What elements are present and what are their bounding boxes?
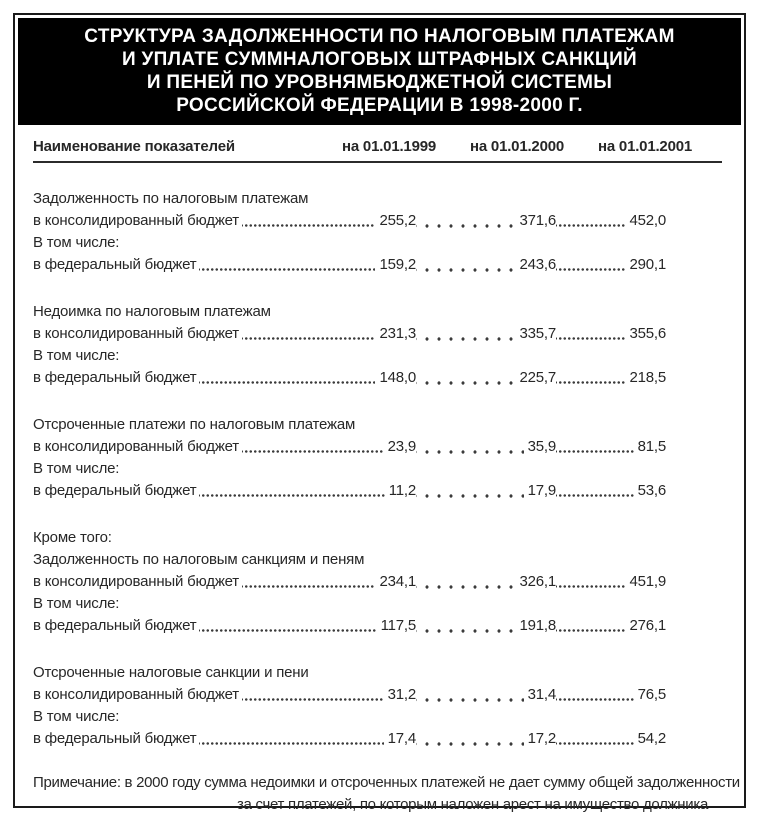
dot-leader xyxy=(556,684,666,706)
title-banner xyxy=(18,18,741,125)
dot-leader xyxy=(556,323,666,345)
dot-leader xyxy=(242,684,416,706)
value-1999: 231,3 xyxy=(375,325,416,342)
value-2000: 326,1 xyxy=(515,573,556,590)
table-block-sanctions-debt xyxy=(33,527,722,637)
value-1999: 234,1 xyxy=(375,573,416,590)
dot-leader xyxy=(416,367,556,389)
table-row xyxy=(33,571,722,593)
dot-leader xyxy=(416,684,556,706)
sub-heading: В том числе: xyxy=(33,234,120,251)
value-1999: 23,9 xyxy=(384,438,416,455)
dot-leader xyxy=(416,615,556,637)
value-2000: 17,2 xyxy=(524,730,556,747)
group-heading: Недоимка по налоговым платежам xyxy=(33,303,271,320)
value-1999: 17,4 xyxy=(384,730,416,747)
value-2001: 276,1 xyxy=(625,617,666,634)
row-label: в федеральный бюджет xyxy=(33,730,197,747)
group-heading: Кроме того: xyxy=(33,529,112,546)
group-heading: Задолженность по налоговым санкциям и пеням xyxy=(33,551,365,568)
title-line-2: И УПЛАТЕ СУММНАЛОГОВЫХ ШТРАФНЫХ САНКЦИЙ xyxy=(122,49,637,70)
dot-leader xyxy=(199,728,416,750)
dot-leader xyxy=(416,254,556,276)
dot-leader xyxy=(242,571,416,593)
table-row xyxy=(33,210,722,232)
sub-heading: В том числе: xyxy=(33,460,120,477)
dot-leader xyxy=(556,615,666,637)
footnote-line-1: Примечание: в 2000 году сумма недоимки и отсроченных платежей не дает сумму общей задолженности xyxy=(33,774,740,791)
table-row xyxy=(33,254,722,276)
table-row xyxy=(33,480,722,502)
value-2000: 35,9 xyxy=(524,438,556,455)
title-line-4: РОССИЙСКОЙ ФЕДЕРАЦИИ В 1998-2000 Г. xyxy=(176,95,583,116)
row-label: в консолидированный бюджет xyxy=(33,438,239,455)
table-row xyxy=(33,684,722,706)
group-heading: Задолженность по налоговым платежам xyxy=(33,190,309,207)
dot-leader xyxy=(416,480,556,502)
document-frame xyxy=(13,13,746,813)
value-2001: 81,5 xyxy=(634,438,666,455)
value-1999: 255,2 xyxy=(375,212,416,229)
value-1999: 159,2 xyxy=(375,256,416,273)
group-heading: Отсроченные платежи по налоговым платежам xyxy=(33,416,356,433)
dot-leader xyxy=(556,367,666,389)
value-2000: 17,9 xyxy=(524,482,556,499)
table-block-arrears xyxy=(33,301,722,389)
value-2000: 225,7 xyxy=(515,369,556,386)
table-row xyxy=(33,367,722,389)
dot-leader xyxy=(199,367,416,389)
dot-leader xyxy=(416,436,556,458)
value-2001: 53,6 xyxy=(634,482,666,499)
dot-leader xyxy=(199,254,416,276)
dot-leader xyxy=(556,436,666,458)
value-1999: 11,2 xyxy=(385,482,416,499)
dot-leader xyxy=(556,254,666,276)
value-2000: 335,7 xyxy=(515,325,556,342)
dot-leader xyxy=(242,436,416,458)
dot-leader xyxy=(242,323,416,345)
table-header-row xyxy=(33,138,722,163)
row-label: в консолидированный бюджет xyxy=(33,212,239,229)
value-2001: 218,5 xyxy=(625,369,666,386)
value-2001: 452,0 xyxy=(625,212,666,229)
value-2000: 31,4 xyxy=(524,686,556,703)
footnote xyxy=(33,772,740,816)
row-label: в федеральный бюджет xyxy=(33,256,197,273)
column-header-1999: на 01.01.1999 xyxy=(341,138,436,155)
dot-leader xyxy=(199,615,416,637)
dot-leader xyxy=(556,571,666,593)
sub-heading: В том числе: xyxy=(33,347,120,364)
column-header-2001: на 01.01.2001 xyxy=(597,138,692,155)
footnote-line-2: за счет платежей, по которым наложен арест на имущество должника xyxy=(236,796,708,813)
value-2000: 191,8 xyxy=(515,617,556,634)
value-2000: 371,6 xyxy=(515,212,556,229)
title-line-3: И ПЕНЕЙ ПО УРОВНЯМБЮДЖЕТНОЙ СИСТЕМЫ xyxy=(146,72,613,93)
dot-leader xyxy=(199,480,416,502)
table-block-tax-debt xyxy=(33,188,722,276)
value-2001: 76,5 xyxy=(634,686,666,703)
table-row xyxy=(33,615,722,637)
dot-leader xyxy=(416,571,556,593)
table-row xyxy=(33,728,722,750)
dot-leader xyxy=(242,210,416,232)
value-2001: 355,6 xyxy=(625,325,666,342)
dot-leader xyxy=(416,210,556,232)
value-2001: 451,9 xyxy=(625,573,666,590)
table-block-deferred-sanctions xyxy=(33,662,722,750)
value-1999: 117,5 xyxy=(377,617,416,634)
row-label: в федеральный бюджет xyxy=(33,482,197,499)
value-1999: 31,2 xyxy=(384,686,416,703)
column-header-2000: на 01.01.2000 xyxy=(469,138,564,155)
row-label: в консолидированный бюджет xyxy=(33,325,239,342)
value-2001: 290,1 xyxy=(625,256,666,273)
table-row xyxy=(33,436,722,458)
row-label: в консолидированный бюджет xyxy=(33,573,239,590)
table-row xyxy=(33,323,722,345)
title-line-1: СТРУКТУРА ЗАДОЛЖЕННОСТИ ПО НАЛОГОВЫМ ПЛАТЕЖАМ xyxy=(84,26,675,47)
table-block-deferred-payments xyxy=(33,414,722,502)
value-2000: 243,6 xyxy=(515,256,556,273)
dot-leader xyxy=(556,728,666,750)
dot-leader xyxy=(416,323,556,345)
value-1999: 148,0 xyxy=(375,369,416,386)
row-label: в федеральный бюджет xyxy=(33,369,197,386)
sub-heading: В том числе: xyxy=(33,595,120,612)
dot-leader xyxy=(556,480,666,502)
row-label: в федеральный бюджет xyxy=(33,617,197,634)
dot-leader xyxy=(556,210,666,232)
sub-heading: В том числе: xyxy=(33,708,120,725)
column-header-indicators: Наименование показателей xyxy=(33,138,235,155)
row-label: в консолидированный бюджет xyxy=(33,686,239,703)
value-2001: 54,2 xyxy=(634,730,666,747)
dot-leader xyxy=(416,728,556,750)
table-content xyxy=(15,138,744,816)
group-heading: Отсроченные налоговые санкции и пени xyxy=(33,664,309,681)
